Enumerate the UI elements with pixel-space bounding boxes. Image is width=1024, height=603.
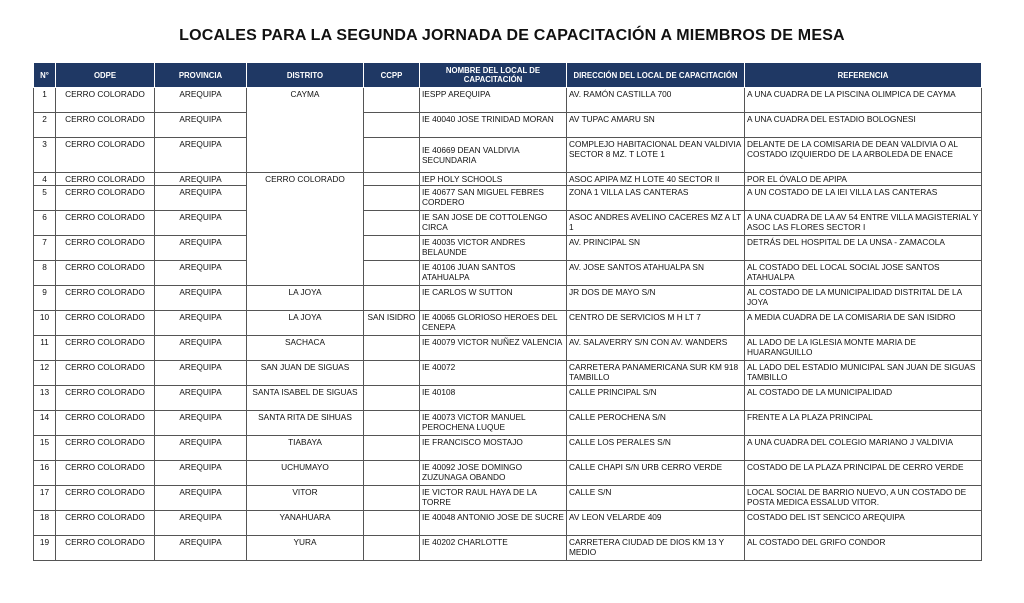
cell-referencia: AL COSTADO DE LA MUNICIPALIDAD (745, 386, 982, 411)
cell-ccpp (364, 486, 420, 511)
cell-odpe: CERRO COLORADO (56, 411, 155, 436)
cell-distrito: YURA (247, 536, 364, 561)
cell-nombre: IEP HOLY SCHOOLS (420, 173, 567, 186)
table-row (34, 486, 982, 511)
cell-provincia: AREQUIPA (155, 138, 247, 173)
cell-referencia: LOCAL SOCIAL DE BARRIO NUEVO, A UN COSTADO DE POSTA MEDICA ESSALUD VITOR. (745, 486, 982, 511)
cell-direccion: CARRETERA CIUDAD DE DIOS KM 13 Y MEDIO (567, 536, 745, 561)
cell-provincia: AREQUIPA (155, 186, 247, 211)
cell-ccpp (364, 361, 420, 386)
cell-ccpp (364, 411, 420, 436)
cell-nombre: IE 40073 VICTOR MANUEL PEROCHENA LUQUE (420, 411, 567, 436)
cell-provincia: AREQUIPA (155, 336, 247, 361)
cell-odpe: CERRO COLORADO (56, 173, 155, 186)
table-row (34, 88, 982, 113)
table-row (34, 386, 982, 411)
locales-table (33, 62, 982, 561)
cell-direccion: ZONA 1 VILLA LAS CANTERAS (567, 186, 745, 211)
cell-direccion: CALLE LOS PERALES S/N (567, 436, 745, 461)
cell-ccpp (364, 173, 420, 186)
cell-ccpp (364, 461, 420, 486)
cell-num: 4 (34, 173, 56, 186)
cell-odpe: CERRO COLORADO (56, 236, 155, 261)
cell-ccpp (364, 261, 420, 286)
cell-odpe: CERRO COLORADO (56, 436, 155, 461)
table-row (34, 311, 982, 336)
cell-referencia: A UNA CUADRA DE LA PISCINA OLIMPICA DE CAYMA (745, 88, 982, 113)
table-row (34, 261, 982, 286)
cell-num: 1 (34, 88, 56, 113)
cell-direccion: CALLE PRINCIPAL S/N (567, 386, 745, 411)
cell-odpe: CERRO COLORADO (56, 486, 155, 511)
table-row (34, 286, 982, 311)
cell-distrito: SACHACA (247, 336, 364, 361)
cell-referencia: AL LADO DEL ESTADIO MUNICIPAL SAN JUAN DE SIGUAS TAMBILLO (745, 361, 982, 386)
table-header-row (34, 63, 982, 88)
cell-provincia: AREQUIPA (155, 536, 247, 561)
cell-ccpp (364, 536, 420, 561)
cell-nombre: IE 40202 CHARLOTTE (420, 536, 567, 561)
cell-distrito: VITOR (247, 486, 364, 511)
cell-direccion: AV LEON VELARDE 409 (567, 511, 745, 536)
cell-provincia: AREQUIPA (155, 511, 247, 536)
cell-odpe: CERRO COLORADO (56, 361, 155, 386)
table-row (34, 236, 982, 261)
cell-referencia: DETRÁS DEL HOSPITAL DE LA UNSA - ZAMACOLA (745, 236, 982, 261)
cell-referencia: A UNA CUADRA DEL COLEGIO MARIANO J VALDIVIA (745, 436, 982, 461)
cell-referencia: AL COSTADO DE LA MUNICIPALIDAD DISTRITAL DE LA JOYA (745, 286, 982, 311)
table-row (34, 536, 982, 561)
cell-odpe: CERRO COLORADO (56, 186, 155, 211)
cell-referencia: AL LADO DE LA IGLESIA MONTE MARIA DE HUARANGUILLO (745, 336, 982, 361)
cell-referencia: A UN COSTADO DE LA IEI VILLA LAS CANTERAS (745, 186, 982, 211)
cell-referencia: FRENTE A LA PLAZA PRINCIPAL (745, 411, 982, 436)
cell-num: 2 (34, 113, 56, 138)
cell-num: 18 (34, 511, 56, 536)
cell-provincia: AREQUIPA (155, 236, 247, 261)
cell-ccpp (364, 436, 420, 461)
cell-ccpp (364, 211, 420, 236)
table-row (34, 411, 982, 436)
cell-direccion: CENTRO DE SERVICIOS M H LT 7 (567, 311, 745, 336)
header-nombre: NOMBRE DEL LOCAL DE CAPACITACIÓN (420, 63, 567, 88)
cell-provincia: AREQUIPA (155, 386, 247, 411)
cell-num: 15 (34, 436, 56, 461)
table-row (34, 461, 982, 486)
cell-nombre: IE 40072 (420, 361, 567, 386)
cell-odpe: CERRO COLORADO (56, 113, 155, 138)
cell-distrito: CERRO COLORADO (247, 173, 364, 286)
cell-distrito: CAYMA (247, 88, 364, 173)
cell-nombre: IE VICTOR RAUL HAYA DE LA TORRE (420, 486, 567, 511)
cell-odpe: CERRO COLORADO (56, 311, 155, 336)
cell-odpe: CERRO COLORADO (56, 88, 155, 113)
cell-provincia: AREQUIPA (155, 113, 247, 138)
cell-direccion: CALLE PEROCHENA S/N (567, 411, 745, 436)
cell-referencia: A MEDIA CUADRA DE LA COMISARIA DE SAN ISIDRO (745, 311, 982, 336)
cell-distrito: SAN JUAN DE SIGUAS (247, 361, 364, 386)
cell-distrito: SANTA ISABEL DE SIGUAS (247, 386, 364, 411)
header-num: N° (34, 63, 56, 88)
cell-num: 8 (34, 261, 56, 286)
cell-distrito: UCHUMAYO (247, 461, 364, 486)
cell-num: 11 (34, 336, 56, 361)
cell-ccpp (364, 113, 420, 138)
cell-provincia: AREQUIPA (155, 88, 247, 113)
header-direccion: DIRECCIÓN DEL LOCAL DE CAPACITACIÓN (567, 63, 745, 88)
document-title: LOCALES PARA LA SEGUNDA JORNADA DE CAPACITACIÓN A MIEMBROS DE MESA (179, 27, 845, 44)
cell-num: 6 (34, 211, 56, 236)
cell-ccpp (364, 386, 420, 411)
cell-provincia: AREQUIPA (155, 411, 247, 436)
cell-ccpp (364, 88, 420, 113)
cell-provincia: AREQUIPA (155, 486, 247, 511)
cell-direccion: CALLE S/N (567, 486, 745, 511)
cell-referencia: AL COSTADO DEL LOCAL SOCIAL JOSE SANTOS ATAHUALPA (745, 261, 982, 286)
cell-num: 3 (34, 138, 56, 173)
cell-direccion: AV TUPAC AMARU SN (567, 113, 745, 138)
cell-direccion: CALLE CHAPI S/N URB CERRO VERDE (567, 461, 745, 486)
table-row (34, 186, 982, 211)
cell-odpe: CERRO COLORADO (56, 536, 155, 561)
cell-referencia: A UNA CUADRA DE LA AV 54 ENTRE VILLA MAGISTERIAL Y ASOC LAS FLORES SECTOR I (745, 211, 982, 236)
cell-direccion: JR DOS DE MAYO S/N (567, 286, 745, 311)
cell-direccion: AV. JOSE SANTOS ATAHUALPA SN (567, 261, 745, 286)
cell-odpe: CERRO COLORADO (56, 511, 155, 536)
cell-direccion: ASOC APIPA MZ H LOTE 40 SECTOR II (567, 173, 745, 186)
cell-referencia: COSTADO DE LA PLAZA PRINCIPAL DE CERRO VERDE (745, 461, 982, 486)
cell-distrito: TIABAYA (247, 436, 364, 461)
table-row (34, 211, 982, 236)
cell-num: 5 (34, 186, 56, 211)
table-row (34, 173, 982, 186)
cell-direccion: COMPLEJO HABITACIONAL DEAN VALDIVIA SECTOR 8 MZ. T LOTE 1 (567, 138, 745, 173)
table-row (34, 361, 982, 386)
cell-direccion: ASOC ANDRES AVELINO CACERES MZ A LT 1 (567, 211, 745, 236)
cell-ccpp: SAN ISIDRO (364, 311, 420, 336)
cell-nombre: IE 40669 DEAN VALDIVIA SECUNDARIA (420, 138, 567, 173)
table-row (34, 436, 982, 461)
cell-num: 12 (34, 361, 56, 386)
cell-num: 9 (34, 286, 56, 311)
table-row (34, 138, 982, 173)
cell-nombre: IE 40106 JUAN SANTOS ATAHUALPA (420, 261, 567, 286)
cell-nombre: IE 40108 (420, 386, 567, 411)
cell-referencia: DELANTE DE LA COMISARIA DE DEAN VALDIVIA O AL COSTADO IZQUIERDO DE LA ARBOLEDA DE ENACE (745, 138, 982, 173)
cell-nombre: IE 40048 ANTONIO JOSE DE SUCRE (420, 511, 567, 536)
cell-distrito: YANAHUARA (247, 511, 364, 536)
cell-provincia: AREQUIPA (155, 436, 247, 461)
cell-referencia: A UNA CUADRA DEL ESTADIO BOLOGNESI (745, 113, 982, 138)
cell-num: 17 (34, 486, 56, 511)
cell-provincia: AREQUIPA (155, 286, 247, 311)
header-provincia: PROVINCIA (155, 63, 247, 88)
cell-provincia: AREQUIPA (155, 311, 247, 336)
cell-referencia: AL COSTADO DEL GRIFO CONDOR (745, 536, 982, 561)
cell-nombre: IE 40092 JOSE DOMINGO ZUZUNAGA OBANDO (420, 461, 567, 486)
cell-num: 13 (34, 386, 56, 411)
table-row (34, 113, 982, 138)
cell-distrito: LA JOYA (247, 311, 364, 336)
cell-nombre: IE 40035 VICTOR ANDRES BELAUNDE (420, 236, 567, 261)
cell-num: 14 (34, 411, 56, 436)
cell-nombre: IE 40040 JOSE TRINIDAD MORAN (420, 113, 567, 138)
header-odpe: ODPE (56, 63, 155, 88)
cell-num: 7 (34, 236, 56, 261)
header-ccpp: CCPP (364, 63, 420, 88)
cell-distrito: LA JOYA (247, 286, 364, 311)
cell-referencia: COSTADO DEL IST SENCICO AREQUIPA (745, 511, 982, 536)
cell-nombre: IE SAN JOSE DE COTTOLENGO CIRCA (420, 211, 567, 236)
cell-num: 19 (34, 536, 56, 561)
cell-ccpp (364, 286, 420, 311)
table-row (34, 511, 982, 536)
cell-distrito: SANTA RITA DE SIHUAS (247, 411, 364, 436)
cell-provincia: AREQUIPA (155, 261, 247, 286)
cell-direccion: AV. RAMÓN CASTILLA 700 (567, 88, 745, 113)
header-distrito: DISTRITO (247, 63, 364, 88)
cell-odpe: CERRO COLORADO (56, 138, 155, 173)
cell-odpe: CERRO COLORADO (56, 261, 155, 286)
cell-odpe: CERRO COLORADO (56, 336, 155, 361)
cell-num: 16 (34, 461, 56, 486)
header-referencia: REFERENCIA (745, 63, 982, 88)
cell-provincia: AREQUIPA (155, 211, 247, 236)
cell-ccpp (364, 186, 420, 211)
cell-odpe: CERRO COLORADO (56, 286, 155, 311)
cell-ccpp (364, 138, 420, 173)
cell-direccion: CARRETERA PANAMERICANA SUR KM 918 TAMBILLO (567, 361, 745, 386)
cell-nombre: IE 40677 SAN MIGUEL FEBRES CORDERO (420, 186, 567, 211)
cell-odpe: CERRO COLORADO (56, 211, 155, 236)
cell-odpe: CERRO COLORADO (56, 386, 155, 411)
cell-ccpp (364, 236, 420, 261)
cell-nombre: IE 40065 GLORIOSO HEROES DEL CENEPA (420, 311, 567, 336)
cell-ccpp (364, 336, 420, 361)
cell-nombre: IE CARLOS W SUTTON (420, 286, 567, 311)
cell-direccion: AV. SALAVERRY S/N CON AV. WANDERS (567, 336, 745, 361)
cell-direccion: AV. PRINCIPAL SN (567, 236, 745, 261)
cell-nombre: IE FRANCISCO MOSTAJO (420, 436, 567, 461)
cell-provincia: AREQUIPA (155, 461, 247, 486)
table-row (34, 336, 982, 361)
cell-provincia: AREQUIPA (155, 173, 247, 186)
cell-referencia: POR EL ÓVALO DE APIPA (745, 173, 982, 186)
cell-ccpp (364, 511, 420, 536)
cell-num: 10 (34, 311, 56, 336)
cell-nombre: IESPP AREQUIPA (420, 88, 567, 113)
cell-nombre: IE 40079 VICTOR NUÑEZ VALENCIA (420, 336, 567, 361)
cell-odpe: CERRO COLORADO (56, 461, 155, 486)
cell-provincia: AREQUIPA (155, 361, 247, 386)
